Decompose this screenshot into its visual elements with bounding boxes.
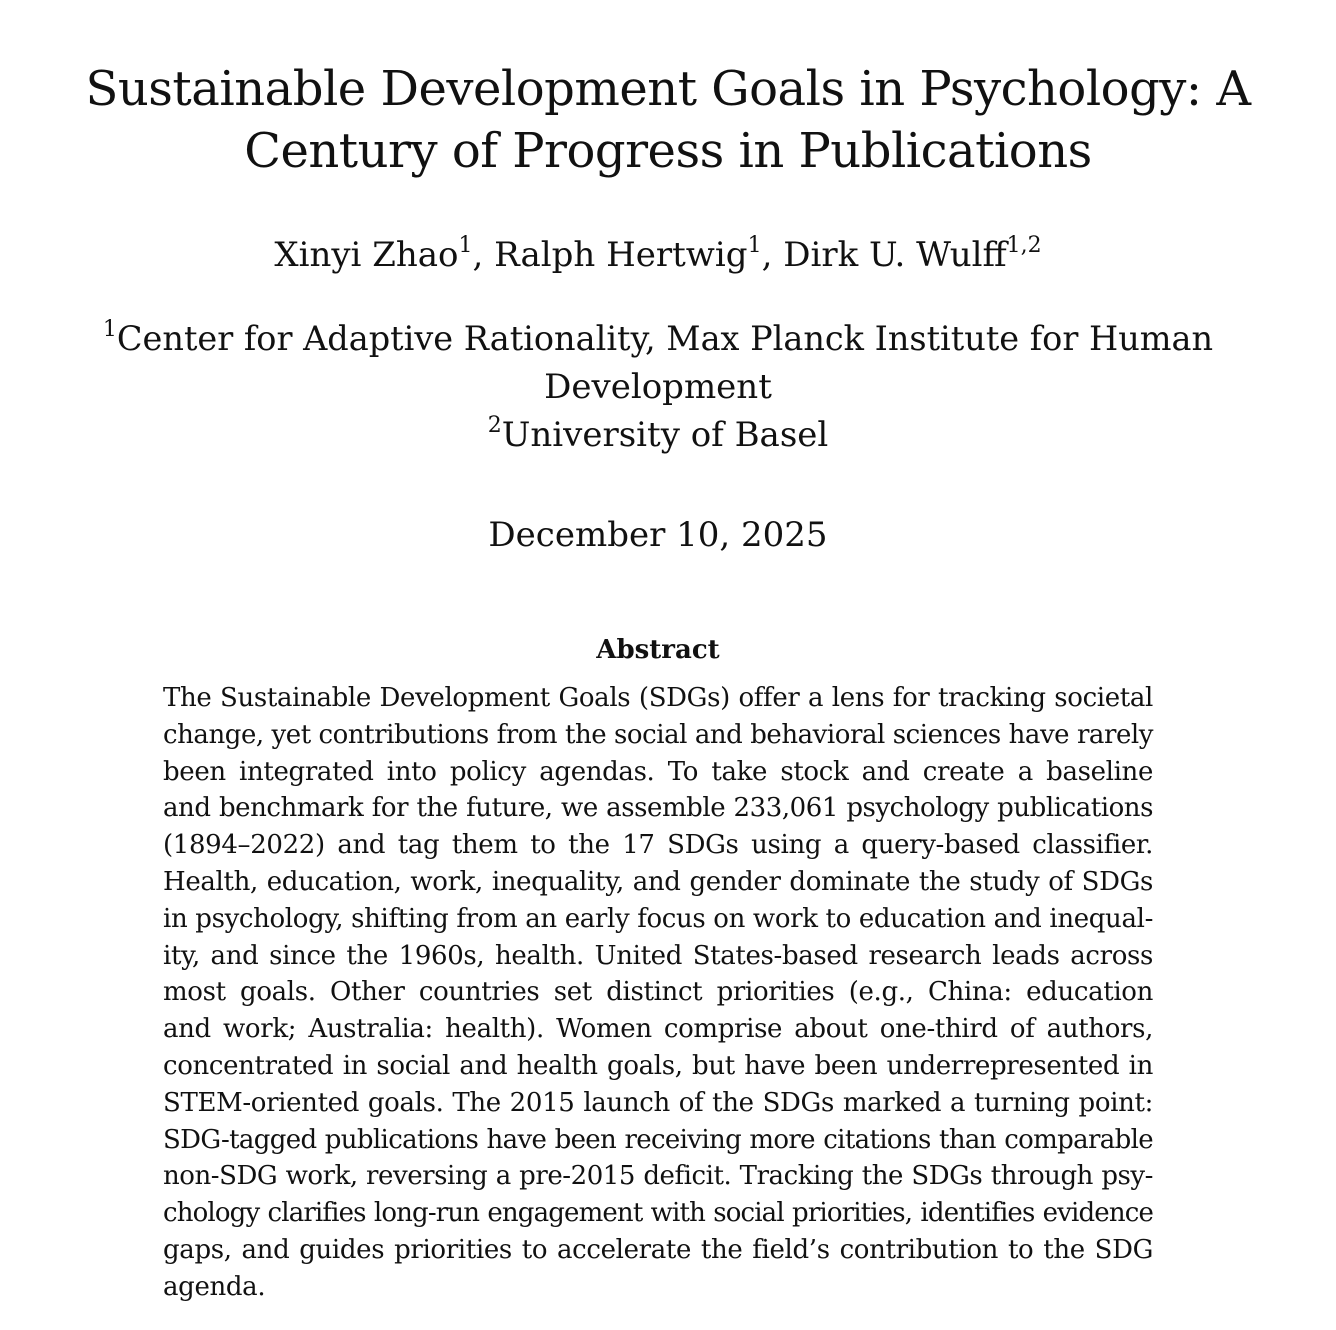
author-name: Xinyi Zhao bbox=[274, 235, 459, 275]
abstract-line: change, yet contributions from the social and behavioral sciences have rarely bbox=[163, 719, 1153, 750]
affiliation-mark: 1 bbox=[102, 317, 117, 342]
abstract-line: concentrated in social and health goals, but have been underrepresented in bbox=[163, 1050, 1153, 1081]
abstract-line: and work; Australia: health). Women comprise about one-third of authors, bbox=[163, 1014, 1153, 1045]
abstract-line: ity, and since the 1960s, health. United States-based research leads across bbox=[163, 940, 1153, 971]
abstract-line: STEM-oriented goals. The 2015 launch of the SDGs marked a turning point: bbox=[163, 1087, 1153, 1118]
author-affiliation-mark: 1 bbox=[458, 233, 473, 258]
abstract-line: (1894–2022) and tag them to the 17 SDGs using a query-based classifier. bbox=[163, 830, 1153, 861]
affiliation-1 bbox=[100, 315, 1216, 363]
abstract-line: gaps, and guides priorities to accelerate the field’s contribution to the SDG bbox=[163, 1234, 1153, 1265]
title-line-2: Century of Progress in Publications bbox=[244, 123, 1092, 179]
affiliation-mark: 2 bbox=[487, 413, 502, 438]
abstract-line: and benchmark for the future, we assemble 233,061 psychology publications bbox=[163, 793, 1153, 824]
abstract-line: most goals. Other countries set distinct priorities (e.g., China: education bbox=[163, 977, 1153, 1008]
abstract-line: SDG-tagged publications have been receiving more citations than comparable bbox=[163, 1124, 1153, 1155]
author-separator: , bbox=[472, 235, 495, 275]
abstract-line: agenda. bbox=[163, 1271, 266, 1302]
affiliation-2-text: University of Basel bbox=[501, 415, 829, 455]
author-list bbox=[0, 232, 1316, 278]
abstract-line: The Sustainable Development Goals (SDGs) offer a lens for tracking societal bbox=[163, 683, 1153, 713]
author-name: Dirk U. Wulff bbox=[783, 235, 1007, 275]
author-separator: , bbox=[761, 235, 784, 275]
abstract-line: non-SDG work, reversing a pre-2015 deficit. Tracking the SDGs through psy- bbox=[163, 1161, 1153, 1192]
title-line-1: Sustainable Development Goals in Psychology: A bbox=[85, 61, 1251, 117]
author-affiliation-mark: 1,2 bbox=[1006, 233, 1042, 258]
affiliation-1-line-1: Center for Adaptive Rationality, Max Planck Institute for Human bbox=[116, 319, 1214, 358]
abstract-heading: Abstract bbox=[596, 635, 720, 665]
affiliation-2 bbox=[100, 411, 1216, 459]
affiliations bbox=[100, 315, 1216, 459]
abstract-line: in psychology, shifting from an early focus on work to education and inequal- bbox=[163, 903, 1153, 934]
abstract-line: Health, education, work, inequality, and gender dominate the study of SDGs bbox=[163, 866, 1153, 897]
paper-title bbox=[60, 58, 1276, 182]
affiliation-1-line-2: Development bbox=[544, 367, 772, 407]
abstract-body bbox=[163, 680, 1153, 1306]
abstract-line: been integrated into policy agendas. To take stock and create a baseline bbox=[163, 756, 1153, 787]
abstract-line: chology clarifies long-run engagement with social priorities, identifies evidence bbox=[163, 1198, 1153, 1229]
publication-date: December 10, 2025 bbox=[488, 515, 828, 555]
author-name: Ralph Hertwig bbox=[494, 235, 748, 275]
author-affiliation-mark: 1 bbox=[747, 233, 762, 258]
